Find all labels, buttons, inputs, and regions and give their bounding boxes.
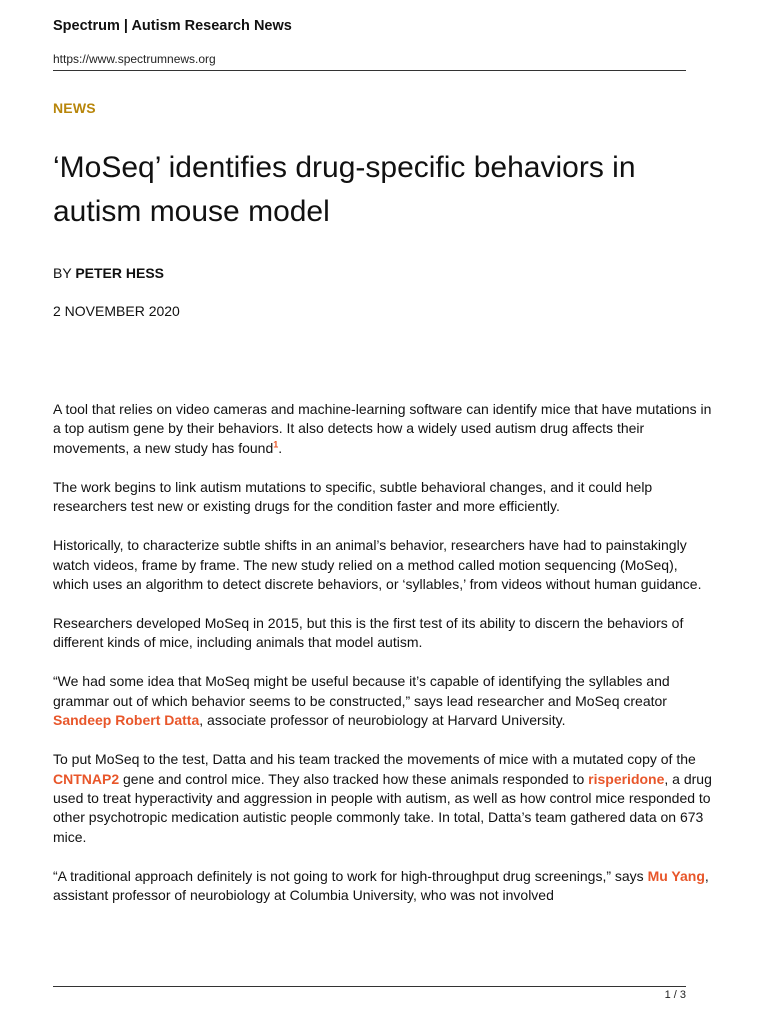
paragraph-text: “We had some idea that MoSeq might be useful because it’s capable of identifying the syllables and grammar out of which behavior seems to be constructed,” says lead researcher and MoSeq creator bbox=[53, 673, 670, 709]
paragraph-text: “A traditional approach definitely is not going to work for high-throughput drug screenings,” says bbox=[53, 867, 648, 884]
byline bbox=[53, 265, 164, 281]
header-divider bbox=[53, 70, 686, 71]
paragraph: Researchers developed MoSeq in 2015, but this is the first test of its ability to discern the behaviors of different kinds of mice, including animals that model autism. bbox=[53, 615, 684, 651]
section-label: NEWS bbox=[53, 100, 96, 116]
paragraph bbox=[53, 867, 713, 906]
paragraph: The work begins to link autism mutations to specific, subtle behavioral changes, and it could help researchers test new or existing drugs for the condition faster and more efficiently. bbox=[53, 478, 653, 515]
paragraph bbox=[53, 400, 713, 458]
paragraph-text: , assistant professor of neurobiology at Columbia University, who was not involved bbox=[53, 867, 709, 904]
link-mu-yang[interactable]: Mu Yang bbox=[647, 867, 705, 884]
byline-prefix: BY bbox=[53, 265, 72, 281]
author-name: PETER HESS bbox=[75, 265, 165, 281]
footnote-link[interactable]: 1 bbox=[273, 439, 279, 450]
article-title: ‘MoSeq’ identifies drug-specific behaviors in autism mouse model bbox=[53, 151, 636, 228]
site-name: Spectrum | Autism Research News bbox=[53, 18, 292, 34]
paragraph-text: A tool that relies on video cameras and machine-learning software can identify mice that have mutations in a top autism gene by their behaviors. It also detects how a widely used autism drug affects their movements, a new study has found bbox=[53, 401, 712, 456]
footer-divider bbox=[53, 986, 686, 987]
paragraph-text: To put MoSeq to the test, Datta and his team tracked the movements of mice with a mutated copy of the bbox=[53, 751, 696, 768]
link-cntnap2[interactable]: CNTNAP2 bbox=[53, 770, 120, 787]
page-indicator: 1 / 3 bbox=[664, 989, 686, 1001]
site-url[interactable]: https://www.spectrumnews.org bbox=[53, 52, 216, 66]
publish-date: 2 NOVEMBER 2020 bbox=[53, 303, 180, 319]
paragraph: Historically, to characterize subtle shifts in an animal’s behavior, researchers have had to painstakingly watch videos, frame by frame. The new study relied on a method called motion sequencing (MoSeq), which uses an algorithm to detect discrete behaviors, or ‘syllables,’ from videos without human guidance. bbox=[53, 537, 702, 593]
paragraph bbox=[53, 750, 713, 847]
paragraph-text: , associate professor of neurobiology at Harvard University. bbox=[199, 712, 566, 729]
article-body bbox=[53, 400, 713, 925]
link-risperidone[interactable]: risperidone bbox=[588, 770, 665, 787]
paragraph-text: , a drug used to treat hyperactivity and aggression in people with autism, as well as how control mice responded to other psychotropic medication autistic people commonly take. In total, Datta’s team gathered data on 673 mice. bbox=[53, 770, 712, 845]
paragraph-end: . bbox=[278, 439, 283, 456]
paragraph bbox=[53, 672, 713, 730]
paragraph-text: gene and control mice. They also tracked how these animals responded to bbox=[119, 770, 589, 787]
link-sandeep-robert-datta[interactable]: Sandeep Robert Datta bbox=[53, 712, 200, 729]
